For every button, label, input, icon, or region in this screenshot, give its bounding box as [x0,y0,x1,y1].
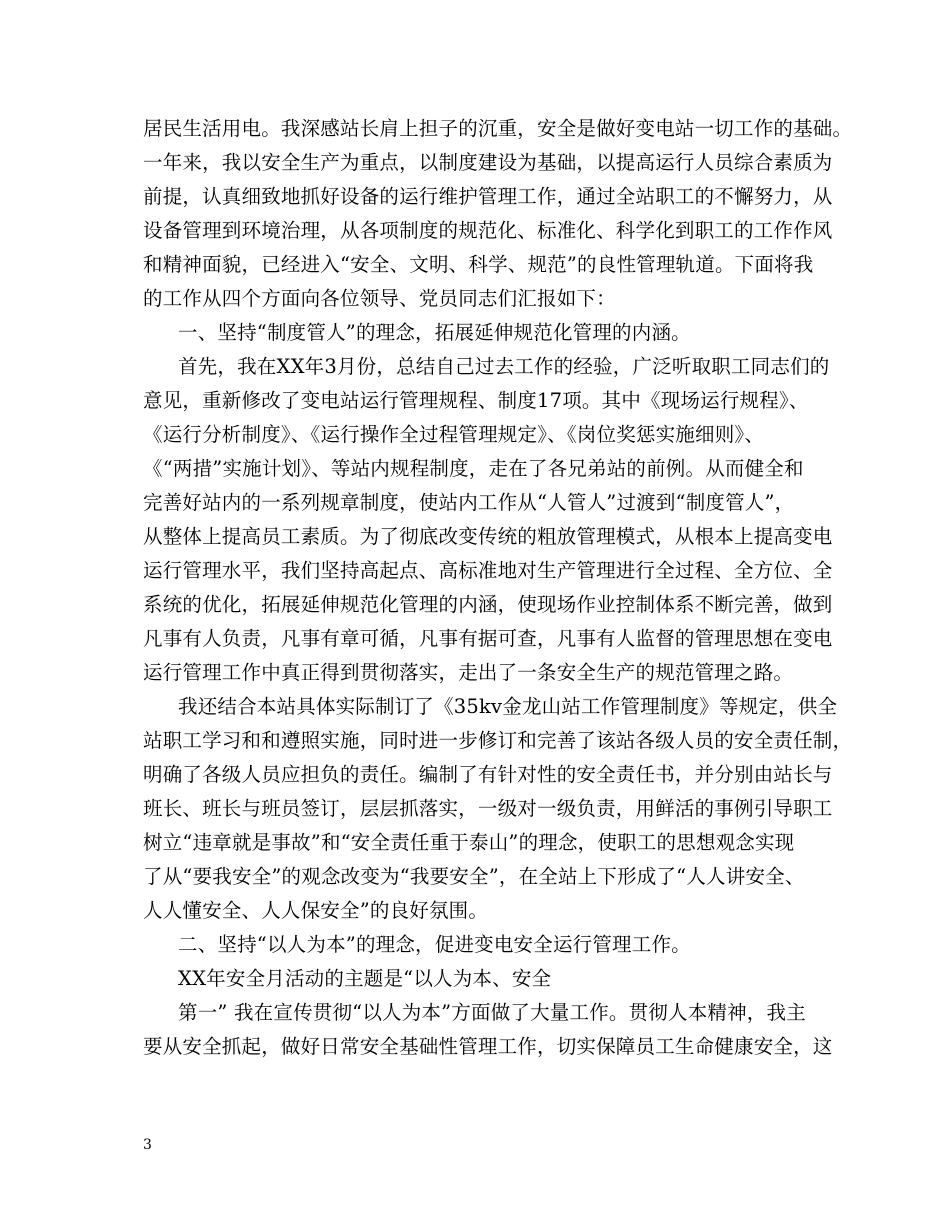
text-line: 明确了各级人员应担负的责任。编制了有针对性的安全责任书，并分别由站长与 [143,763,833,786]
text-line: 和精神面貌，已经进入“安全、文明、科学、规范”的良性管理轨道。下面将我 [143,253,814,276]
text-line: 班长、班长与班员签订，层层抓落实，一级对一级负责，用鲜活的事例引导职工 [143,797,833,820]
text-line: 的工作从四个方面向各位领导、党员同志们汇报如下： [143,287,616,310]
page-number: 3 [143,1137,152,1153]
text-line: XX年安全月活动的主题是“以人为本、安全 [178,967,552,990]
text-line: 完善好站内的一系列规章制度，使站内工作从“人管人”过渡到“制度管人”， [143,491,795,514]
text-line: 前提，认真细致地抓好设备的运行维护管理工作，通过全站职工的不懈努力，从 [143,185,833,208]
text-line: 设备管理到环境治理，从各项制度的规范化、标准化、科学化到职工的工作作风 [143,219,833,242]
text-line: 要从安全抓起，做好日常安全基础性管理工作，切实保障员工生命健康安全，这 [143,1035,833,1058]
text-line: 居民生活用电。我深感站长肩上担子的沉重，安全是做好变电站一切工作的基础。 [143,117,853,140]
text-line: 首先，我在XX年3月份，总结自己过去工作的经验，广泛听取职工同志们的 [178,355,830,378]
section-heading: 一、坚持“制度管人”的理念，拓展延伸规范化管理的内涵。 [178,321,691,344]
text-line: 运行管理水平，我们坚持高起点、高标准地对生产管理进行全过程、全方位、全 [143,559,833,582]
text-line: 意见，重新修改了变电站运行管理规程、制度17项。其中《现场运行规程》、 [143,389,809,412]
text-line: 第一” 我在宣传贯彻“以人为本”方面做了大量工作。贯彻人本精神，我主 [178,1001,806,1024]
text-line: 树立“违章就是事故”和“安全责任重于泰山”的理念，使职工的思想观念实现 [143,831,795,854]
section-heading: 二、坚持“以人为本”的理念，促进变电安全运行管理工作。 [178,933,691,956]
text-line: 了从“要我安全”的观念改变为“我要安全”，在全站上下形成了“人人讲安全、 [143,865,805,888]
text-line: 凡事有人负责，凡事有章可循，凡事有据可查，凡事有人监督的管理思想在变电 [143,627,833,650]
text-line: 系统的优化，拓展延伸规范化管理的内涵，使现场作业控制体系不断完善，做到 [143,593,833,616]
text-line: 人人懂安全、人人保安全”的良好氛围。 [143,899,489,922]
text-line: 我还结合本站具体实际制订了《35kv金龙山站工作管理制度》等规定，供全 [178,695,838,718]
text-line: 《运行分析制度》、《运行操作全过程管理规定》、《岗位奖惩实施细则》、 [143,423,765,446]
text-line: 一年来，我以安全生产为重点，以制度建设为基础，以提高运行人员综合素质为 [143,151,833,174]
text-line: 从整体上提高员工素质。为了彻底改变传统的粗放管理模式，从根本上提高变电 [143,525,833,548]
text-line: 站职工学习和和遵照实施，同时进一步修订和完善了该站各级人员的安全责任制， [143,729,853,752]
text-line: 运行管理工作中真正得到贯彻落实，走出了一条安全生产的规范管理之路。 [143,661,794,684]
text-line: 《“两措”实施计划》、等站内规程制度，走在了各兄弟站的前例。从而健全和 [143,457,804,480]
